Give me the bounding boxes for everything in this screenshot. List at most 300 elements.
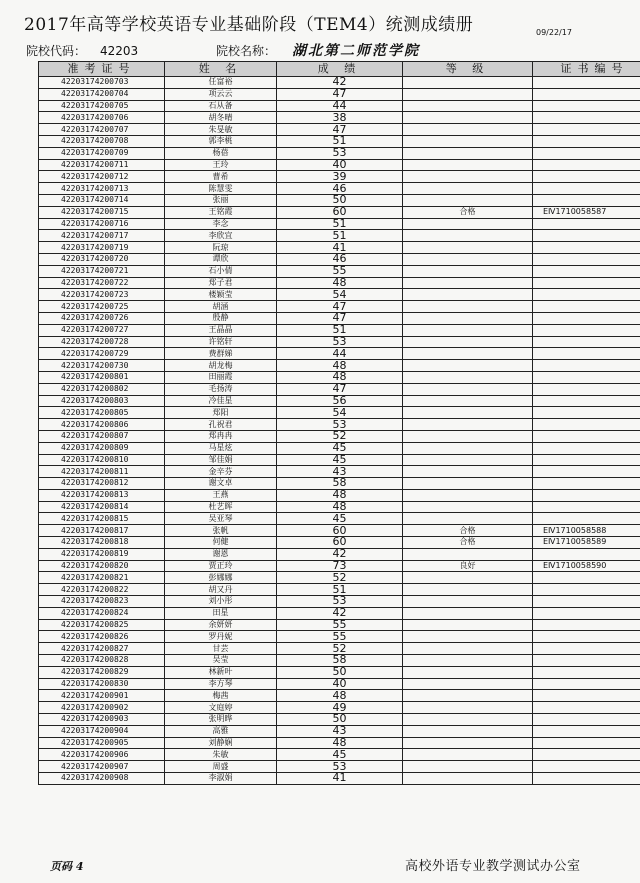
table-row bbox=[39, 360, 640, 372]
grade-cell bbox=[403, 419, 533, 431]
exam-id-cell: 42203174200730 bbox=[39, 360, 165, 372]
exam-id-cell: 42203174200717 bbox=[39, 230, 165, 242]
cert-no-cell bbox=[533, 454, 640, 466]
col-header-grade: 等 级 bbox=[403, 62, 533, 77]
table-row bbox=[39, 572, 640, 584]
table-row bbox=[39, 407, 640, 419]
exam-id-cell: 42203174200722 bbox=[39, 277, 165, 289]
exam-id-cell: 42203174200805 bbox=[39, 407, 165, 419]
table-row bbox=[39, 501, 640, 513]
cert-no-cell bbox=[533, 666, 640, 678]
grade-cell bbox=[403, 702, 533, 714]
school-name-label: 院校名称： bbox=[216, 44, 277, 58]
table-row bbox=[39, 489, 640, 501]
exam-id-cell: 42203174200803 bbox=[39, 395, 165, 407]
score-cell: 53 bbox=[277, 761, 403, 773]
score-cell: 44 bbox=[277, 100, 403, 112]
name-cell: 何健 bbox=[165, 537, 277, 549]
cert-no-cell: EⅣ1710058588 bbox=[533, 525, 640, 537]
cert-no-cell bbox=[533, 631, 640, 643]
cert-no-cell bbox=[533, 655, 640, 667]
score-cell: 45 bbox=[277, 454, 403, 466]
name-cell: 郑子君 bbox=[165, 277, 277, 289]
name-cell: 余妍妍 bbox=[165, 619, 277, 631]
name-cell: 彭娜娜 bbox=[165, 572, 277, 584]
name-cell: 李念 bbox=[165, 218, 277, 230]
score-cell: 51 bbox=[277, 135, 403, 147]
name-cell: 刘静娴 bbox=[165, 737, 277, 749]
cert-no-cell bbox=[533, 124, 640, 136]
name-cell: 张明晔 bbox=[165, 714, 277, 726]
name-cell: 李方琴 bbox=[165, 678, 277, 690]
cert-no-cell bbox=[533, 242, 640, 254]
exam-id-cell: 42203174200906 bbox=[39, 749, 165, 761]
score-cell: 52 bbox=[277, 643, 403, 655]
grade-cell bbox=[403, 301, 533, 313]
exam-id-cell: 42203174200901 bbox=[39, 690, 165, 702]
score-cell: 48 bbox=[277, 277, 403, 289]
cert-no-cell bbox=[533, 135, 640, 147]
exam-id-cell: 42203174200810 bbox=[39, 454, 165, 466]
grade-cell bbox=[403, 690, 533, 702]
cert-no-cell bbox=[533, 737, 640, 749]
score-cell: 52 bbox=[277, 572, 403, 584]
score-cell: 48 bbox=[277, 371, 403, 383]
col-header-score: 成 绩 bbox=[277, 62, 403, 77]
cert-no-cell bbox=[533, 478, 640, 490]
cert-no-cell bbox=[533, 112, 640, 124]
grade-cell bbox=[403, 655, 533, 667]
grade-cell bbox=[403, 171, 533, 183]
name-cell: 杨蓓 bbox=[165, 147, 277, 159]
name-cell: 楼颖莹 bbox=[165, 289, 277, 301]
cert-no-cell bbox=[533, 159, 640, 171]
table-row bbox=[39, 206, 640, 218]
table-row bbox=[39, 749, 640, 761]
exam-id-cell: 42203174200822 bbox=[39, 584, 165, 596]
score-cell: 60 bbox=[277, 537, 403, 549]
score-cell: 43 bbox=[277, 725, 403, 737]
table-row bbox=[39, 454, 640, 466]
grade-cell bbox=[403, 737, 533, 749]
table-row bbox=[39, 194, 640, 206]
name-cell: 石从备 bbox=[165, 100, 277, 112]
score-cell: 50 bbox=[277, 714, 403, 726]
table-row bbox=[39, 230, 640, 242]
grade-cell bbox=[403, 725, 533, 737]
score-cell: 42 bbox=[277, 77, 403, 89]
table-row bbox=[39, 560, 640, 572]
table-row bbox=[39, 584, 640, 596]
table-row bbox=[39, 430, 640, 442]
cert-no-cell bbox=[533, 725, 640, 737]
name-cell: 陈慧雯 bbox=[165, 183, 277, 195]
cert-no-cell bbox=[533, 230, 640, 242]
score-cell: 48 bbox=[277, 489, 403, 501]
cert-no-cell bbox=[533, 348, 640, 360]
score-table bbox=[38, 61, 640, 785]
table-row bbox=[39, 348, 640, 360]
score-cell: 47 bbox=[277, 383, 403, 395]
name-cell: 胡又丹 bbox=[165, 584, 277, 596]
name-cell: 许铭轩 bbox=[165, 336, 277, 348]
name-cell: 胡龙梅 bbox=[165, 360, 277, 372]
score-cell: 41 bbox=[277, 773, 403, 785]
grade-cell bbox=[403, 513, 533, 525]
exam-id-cell: 42203174200818 bbox=[39, 537, 165, 549]
exam-id-cell: 42203174200727 bbox=[39, 324, 165, 336]
exam-id-cell: 42203174200823 bbox=[39, 596, 165, 608]
name-cell: 冷佳星 bbox=[165, 395, 277, 407]
cert-no-cell bbox=[533, 312, 640, 324]
name-cell: 石小倩 bbox=[165, 265, 277, 277]
score-cell: 47 bbox=[277, 301, 403, 313]
exam-id-cell: 42203174200827 bbox=[39, 643, 165, 655]
grade-cell bbox=[403, 572, 533, 584]
score-cell: 51 bbox=[277, 230, 403, 242]
name-cell: 梅茜 bbox=[165, 690, 277, 702]
exam-id-cell: 42203174200812 bbox=[39, 478, 165, 490]
exam-id-cell: 42203174200817 bbox=[39, 525, 165, 537]
score-cell: 39 bbox=[277, 171, 403, 183]
name-cell: 高雅 bbox=[165, 725, 277, 737]
score-cell: 53 bbox=[277, 336, 403, 348]
cert-no-cell bbox=[533, 265, 640, 277]
cert-no-cell bbox=[533, 678, 640, 690]
cert-no-cell bbox=[533, 277, 640, 289]
name-cell: 郑冉冉 bbox=[165, 430, 277, 442]
score-cell: 43 bbox=[277, 466, 403, 478]
col-header-cert-no: 证书编号 bbox=[533, 62, 640, 77]
name-cell: 胡涵 bbox=[165, 301, 277, 313]
grade-cell bbox=[403, 454, 533, 466]
exam-id-cell: 42203174200705 bbox=[39, 100, 165, 112]
score-cell: 56 bbox=[277, 395, 403, 407]
cert-no-cell bbox=[533, 218, 640, 230]
grade-cell: 合格 bbox=[403, 537, 533, 549]
table-row bbox=[39, 666, 640, 678]
cert-no-cell bbox=[533, 761, 640, 773]
table-row bbox=[39, 419, 640, 431]
cert-no-cell: EⅣ1710058589 bbox=[533, 537, 640, 549]
name-cell: 罗丹妮 bbox=[165, 631, 277, 643]
table-row bbox=[39, 183, 640, 195]
exam-id-cell: 42203174200806 bbox=[39, 419, 165, 431]
grade-cell bbox=[403, 407, 533, 419]
score-cell: 53 bbox=[277, 419, 403, 431]
cert-no-cell bbox=[533, 572, 640, 584]
table-header-row bbox=[39, 62, 640, 77]
score-cell: 58 bbox=[277, 478, 403, 490]
exam-id-cell: 42203174200830 bbox=[39, 678, 165, 690]
table-row bbox=[39, 619, 640, 631]
name-cell: 文庭婷 bbox=[165, 702, 277, 714]
name-cell: 费群娣 bbox=[165, 348, 277, 360]
cert-no-cell bbox=[533, 749, 640, 761]
grade-cell bbox=[403, 100, 533, 112]
grade-cell bbox=[403, 442, 533, 454]
grade-cell bbox=[403, 371, 533, 383]
grade-cell bbox=[403, 324, 533, 336]
score-cell: 60 bbox=[277, 206, 403, 218]
grade-cell bbox=[403, 194, 533, 206]
exam-id-cell: 42203174200704 bbox=[39, 88, 165, 100]
grade-cell: 良好 bbox=[403, 560, 533, 572]
grade-cell bbox=[403, 749, 533, 761]
exam-id-cell: 42203174200720 bbox=[39, 253, 165, 265]
cert-no-cell bbox=[533, 289, 640, 301]
grade-cell bbox=[403, 678, 533, 690]
name-cell: 张帆 bbox=[165, 525, 277, 537]
name-cell: 项云云 bbox=[165, 88, 277, 100]
exam-id-cell: 42203174200819 bbox=[39, 548, 165, 560]
table-row bbox=[39, 147, 640, 159]
table-row bbox=[39, 336, 640, 348]
cert-no-cell bbox=[533, 194, 640, 206]
cert-no-cell bbox=[533, 419, 640, 431]
exam-id-cell: 42203174200715 bbox=[39, 206, 165, 218]
table-row bbox=[39, 655, 640, 667]
name-cell: 林新叶 bbox=[165, 666, 277, 678]
name-cell: 李淑娟 bbox=[165, 773, 277, 785]
grade-cell bbox=[403, 135, 533, 147]
score-cell: 48 bbox=[277, 360, 403, 372]
cert-no-cell bbox=[533, 607, 640, 619]
grade-cell bbox=[403, 619, 533, 631]
exam-id-cell: 42203174200709 bbox=[39, 147, 165, 159]
name-cell: 吴亚琴 bbox=[165, 513, 277, 525]
school-code-label: 院校代码： bbox=[26, 44, 87, 58]
exam-id-cell: 42203174200801 bbox=[39, 371, 165, 383]
table-row bbox=[39, 100, 640, 112]
cert-no-cell bbox=[533, 324, 640, 336]
grade-cell bbox=[403, 383, 533, 395]
table-row bbox=[39, 537, 640, 549]
score-cell: 55 bbox=[277, 265, 403, 277]
table-row bbox=[39, 88, 640, 100]
grade-cell bbox=[403, 607, 533, 619]
exam-id-cell: 42203174200825 bbox=[39, 619, 165, 631]
name-cell: 郭李桃 bbox=[165, 135, 277, 147]
exam-id-cell: 42203174200820 bbox=[39, 560, 165, 572]
cert-no-cell bbox=[533, 336, 640, 348]
name-cell: 曹希 bbox=[165, 171, 277, 183]
cert-no-cell bbox=[533, 360, 640, 372]
score-cell: 53 bbox=[277, 147, 403, 159]
grade-cell bbox=[403, 714, 533, 726]
exam-id-cell: 42203174200721 bbox=[39, 265, 165, 277]
grade-cell bbox=[403, 466, 533, 478]
exam-id-cell: 42203174200811 bbox=[39, 466, 165, 478]
table-row bbox=[39, 466, 640, 478]
exam-id-cell: 42203174200826 bbox=[39, 631, 165, 643]
name-cell: 王晶晶 bbox=[165, 324, 277, 336]
score-cell: 47 bbox=[277, 124, 403, 136]
table-row bbox=[39, 725, 640, 737]
cert-no-cell bbox=[533, 466, 640, 478]
page-number: 页码 4 bbox=[50, 860, 84, 873]
score-cell: 51 bbox=[277, 218, 403, 230]
cert-no-cell bbox=[533, 395, 640, 407]
exam-id-cell: 42203174200719 bbox=[39, 242, 165, 254]
table-row bbox=[39, 159, 640, 171]
score-cell: 45 bbox=[277, 749, 403, 761]
score-cell: 55 bbox=[277, 619, 403, 631]
cert-no-cell bbox=[533, 88, 640, 100]
score-cell: 49 bbox=[277, 702, 403, 714]
name-cell: 谢恩 bbox=[165, 548, 277, 560]
table-row bbox=[39, 383, 640, 395]
table-row bbox=[39, 442, 640, 454]
score-cell: 44 bbox=[277, 348, 403, 360]
table-row bbox=[39, 478, 640, 490]
exam-id-cell: 42203174200703 bbox=[39, 77, 165, 89]
table-row bbox=[39, 631, 640, 643]
name-cell: 刘小彤 bbox=[165, 596, 277, 608]
exam-id-cell: 42203174200716 bbox=[39, 218, 165, 230]
exam-id-cell: 42203174200829 bbox=[39, 666, 165, 678]
grade-cell bbox=[403, 159, 533, 171]
exam-id-cell: 42203174200814 bbox=[39, 501, 165, 513]
grade-cell bbox=[403, 360, 533, 372]
grade-cell bbox=[403, 88, 533, 100]
name-cell: 朱敏 bbox=[165, 749, 277, 761]
exam-id-cell: 42203174200828 bbox=[39, 655, 165, 667]
name-cell: 邹佳娟 bbox=[165, 454, 277, 466]
cert-no-cell bbox=[533, 619, 640, 631]
table-row bbox=[39, 218, 640, 230]
name-cell: 甘芸 bbox=[165, 643, 277, 655]
table-row bbox=[39, 289, 640, 301]
score-cell: 48 bbox=[277, 690, 403, 702]
cert-no-cell bbox=[533, 702, 640, 714]
table-row bbox=[39, 135, 640, 147]
exam-id-cell: 42203174200707 bbox=[39, 124, 165, 136]
grade-cell bbox=[403, 478, 533, 490]
exam-id-cell: 42203174200726 bbox=[39, 312, 165, 324]
cert-no-cell bbox=[533, 171, 640, 183]
cert-no-cell bbox=[533, 773, 640, 785]
score-cell: 73 bbox=[277, 560, 403, 572]
score-cell: 40 bbox=[277, 159, 403, 171]
score-cell: 46 bbox=[277, 183, 403, 195]
table-row bbox=[39, 714, 640, 726]
grade-cell bbox=[403, 430, 533, 442]
table-row bbox=[39, 702, 640, 714]
cert-no-cell bbox=[533, 371, 640, 383]
table-row bbox=[39, 171, 640, 183]
cert-no-cell: EⅣ1710058590 bbox=[533, 560, 640, 572]
grade-cell bbox=[403, 242, 533, 254]
grade-cell bbox=[403, 230, 533, 242]
cert-no-cell bbox=[533, 442, 640, 454]
table-row bbox=[39, 607, 640, 619]
grade-cell bbox=[403, 395, 533, 407]
name-cell: 张丽 bbox=[165, 194, 277, 206]
exam-id-cell: 42203174200905 bbox=[39, 737, 165, 749]
school-name: 湖北第二师范学院 bbox=[292, 43, 420, 59]
score-cell: 41 bbox=[277, 242, 403, 254]
cert-no-cell bbox=[533, 714, 640, 726]
name-cell: 胡冬晴 bbox=[165, 112, 277, 124]
table-row bbox=[39, 301, 640, 313]
exam-id-cell: 42203174200802 bbox=[39, 383, 165, 395]
grade-cell bbox=[403, 631, 533, 643]
grade-cell bbox=[403, 312, 533, 324]
score-cell: 46 bbox=[277, 253, 403, 265]
score-cell: 54 bbox=[277, 289, 403, 301]
grade-cell bbox=[403, 265, 533, 277]
score-cell: 45 bbox=[277, 513, 403, 525]
score-cell: 54 bbox=[277, 407, 403, 419]
exam-id-cell: 42203174200907 bbox=[39, 761, 165, 773]
grade-cell: 合格 bbox=[403, 206, 533, 218]
score-cell: 53 bbox=[277, 596, 403, 608]
score-cell: 42 bbox=[277, 607, 403, 619]
score-cell: 60 bbox=[277, 525, 403, 537]
exam-id-cell: 42203174200813 bbox=[39, 489, 165, 501]
table-row bbox=[39, 596, 640, 608]
name-cell: 金辛芬 bbox=[165, 466, 277, 478]
exam-id-cell: 42203174200713 bbox=[39, 183, 165, 195]
exam-id-cell: 42203174200729 bbox=[39, 348, 165, 360]
name-cell: 任富裕 bbox=[165, 77, 277, 89]
exam-id-cell: 42203174200821 bbox=[39, 572, 165, 584]
name-cell: 李欣宜 bbox=[165, 230, 277, 242]
table-row bbox=[39, 242, 640, 254]
table-row bbox=[39, 548, 640, 560]
cert-no-cell bbox=[533, 407, 640, 419]
cert-no-cell bbox=[533, 383, 640, 395]
exam-id-cell: 42203174200723 bbox=[39, 289, 165, 301]
col-header-name: 姓 名 bbox=[165, 62, 277, 77]
exam-id-cell: 42203174200807 bbox=[39, 430, 165, 442]
score-cell: 50 bbox=[277, 194, 403, 206]
name-cell: 王铭霞 bbox=[165, 206, 277, 218]
cert-no-cell bbox=[533, 430, 640, 442]
name-cell: 吴莹 bbox=[165, 655, 277, 667]
name-cell: 马星炫 bbox=[165, 442, 277, 454]
exam-id-cell: 42203174200903 bbox=[39, 714, 165, 726]
grade-cell bbox=[403, 761, 533, 773]
cert-no-cell bbox=[533, 548, 640, 560]
issuing-office: 高校外语专业教学测试办公室 bbox=[405, 859, 581, 874]
exam-id-cell: 42203174200824 bbox=[39, 607, 165, 619]
exam-id-cell: 42203174200706 bbox=[39, 112, 165, 124]
grade-cell bbox=[403, 584, 533, 596]
score-cell: 40 bbox=[277, 678, 403, 690]
name-cell: 毛扬涛 bbox=[165, 383, 277, 395]
name-cell: 谢文卓 bbox=[165, 478, 277, 490]
grade-cell bbox=[403, 348, 533, 360]
exam-id-cell: 42203174200908 bbox=[39, 773, 165, 785]
table-row bbox=[39, 124, 640, 136]
cert-no-cell bbox=[533, 690, 640, 702]
score-cell: 52 bbox=[277, 430, 403, 442]
cert-no-cell bbox=[533, 77, 640, 89]
grade-cell bbox=[403, 147, 533, 159]
exam-id-cell: 42203174200728 bbox=[39, 336, 165, 348]
cert-no-cell: EⅣ1710058587 bbox=[533, 206, 640, 218]
exam-id-cell: 42203174200708 bbox=[39, 135, 165, 147]
grade-cell bbox=[403, 548, 533, 560]
score-cell: 47 bbox=[277, 312, 403, 324]
col-header-exam-id: 准考证号 bbox=[39, 62, 165, 77]
grade-cell bbox=[403, 773, 533, 785]
exam-id-cell: 42203174200904 bbox=[39, 725, 165, 737]
name-cell: 孔祝君 bbox=[165, 419, 277, 431]
print-date: 09/22/17 bbox=[536, 28, 572, 37]
